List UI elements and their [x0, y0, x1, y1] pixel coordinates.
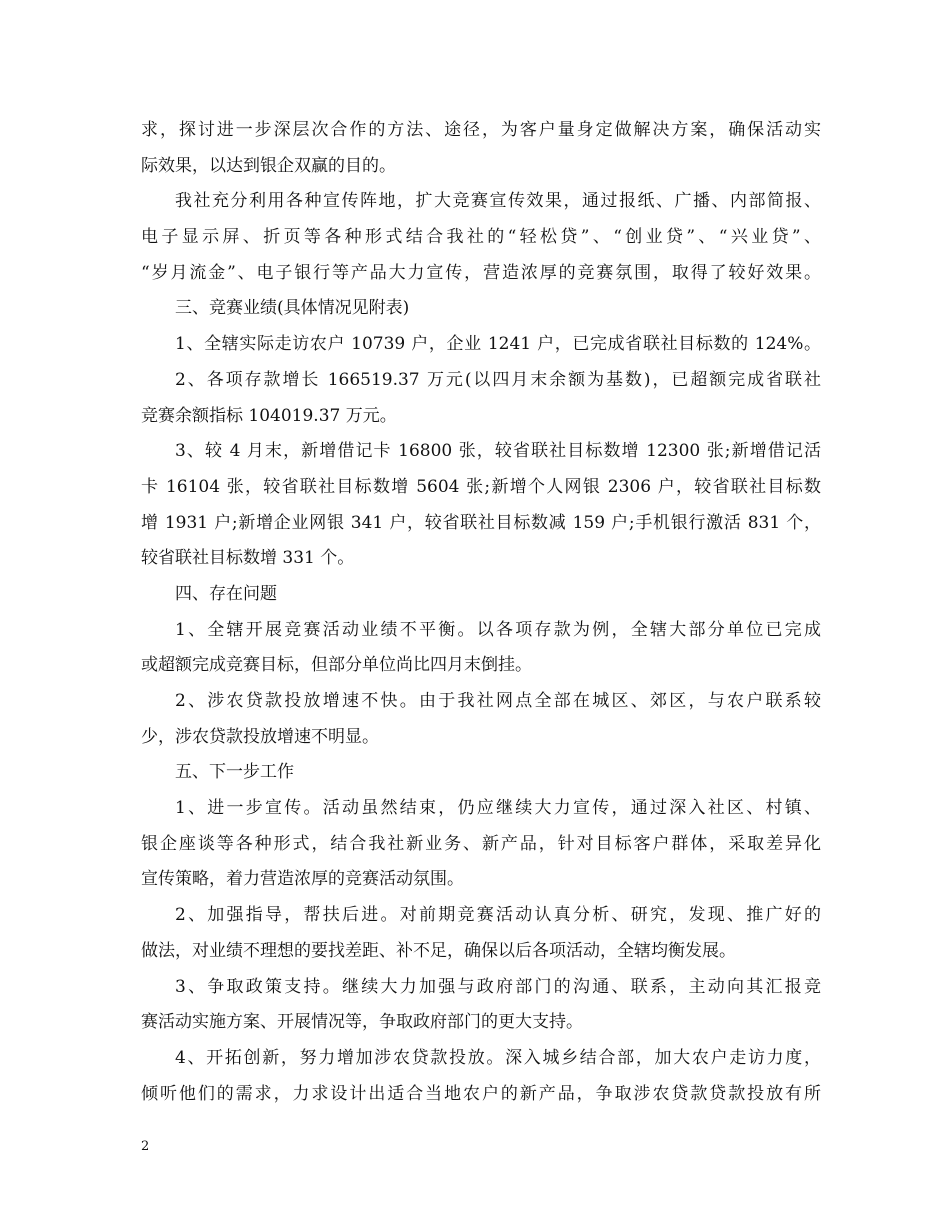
- text-line: “岁月流金”、电子银行等产品大力宣传，营造浓厚的竞赛氛围，取得了较好效果。: [141, 262, 821, 283]
- text-line: 竞赛余额指标 104019.37 万元。: [141, 405, 397, 426]
- text-line: 3、争取政策支持。继续大力加强与政府部门的沟通、联系，主动向其汇报竞: [175, 976, 821, 997]
- text-line: 电子显示屏、折页等各种形式结合我社的“轻松贷”、“创业贷”、“兴业贷”、: [141, 227, 821, 248]
- page-number: 2: [141, 1139, 150, 1154]
- text-line: 少，涉农贷款投放增速不明显。: [141, 726, 379, 747]
- text-line: 银企座谈等各种形式，结合我社新业务、新产品，针对目标客户群体，采取差异化: [141, 833, 821, 854]
- text-line: 1、进一步宣传。活动虽然结束，仍应继续大力宣传，通过深入社区、村镇、: [175, 798, 821, 819]
- text-line: 1、全辖开展竞赛活动业绩不平衡。以各项存款为例，全辖大部分单位已完成: [175, 619, 821, 640]
- text-line: 或超额完成竞赛目标，但部分单位尚比四月末倒挂。: [141, 655, 532, 676]
- section-heading: 五、下一步工作: [175, 762, 294, 783]
- text-line: 宣传策略，着力营造浓厚的竞赛活动氛围。: [141, 869, 464, 890]
- text-line: 卡 16104 张，较省联社目标数增 5604 张;新增个人网银 2306 户，较省联社目标数: [141, 476, 821, 497]
- section-heading: 三、竞赛业绩(具体情况见附表): [175, 298, 410, 319]
- text-line: 2、加强指导，帮扶后进。对前期竞赛活动认真分析、研究，发现、推广好的: [175, 905, 821, 926]
- text-line: 倾听他们的需求，力求设计出适合当地农户的新产品，争取涉农贷款贷款投放有所: [141, 1083, 821, 1104]
- text-line: 际效果，以达到银企双赢的目的。: [141, 155, 396, 176]
- text-line: 增 1931 户;新增企业网银 341 户，较省联社目标数减 159 户;手机银行激活 831 个，: [141, 512, 821, 533]
- text-line: 1、全辖实际走访农户 10739 户，企业 1241 户，已完成省联社目标数的 124%。: [175, 334, 821, 355]
- text-line: 我社充分利用各种宣传阵地，扩大竞赛宣传效果，通过报纸、广播、内部简报、: [175, 191, 821, 212]
- text-line: 赛活动实施方案、开展情况等，争取政府部门的更大支持。: [141, 1012, 583, 1033]
- text-line: 做法，对业绩不理想的要找差距、补不足，确保以后各项活动，全辖均衡发展。: [141, 940, 736, 961]
- text-line: 3、较 4 月末，新增借记卡 16800 张，较省联社目标数增 12300 张;新增借记活: [175, 441, 821, 462]
- text-line: 求，探讨进一步深层次合作的方法、途径，为客户量身定做解决方案，确保活动实: [141, 120, 821, 140]
- text-line: 较省联社目标数增 331 个。: [141, 548, 355, 569]
- section-heading: 四、存在问题: [175, 583, 277, 604]
- text-line: 2、各项存款增长 166519.37 万元(以四月末余额为基数)，已超额完成省联社: [175, 369, 821, 390]
- text-line: 4、开拓创新，努力增加涉农贷款投放。深入城乡结合部，加大农户走访力度，: [175, 1047, 821, 1068]
- document-body: [141, 113, 821, 1112]
- text-line: 2、涉农贷款投放增速不快。由于我社网点全部在城区、郊区，与农户联系较: [175, 691, 821, 711]
